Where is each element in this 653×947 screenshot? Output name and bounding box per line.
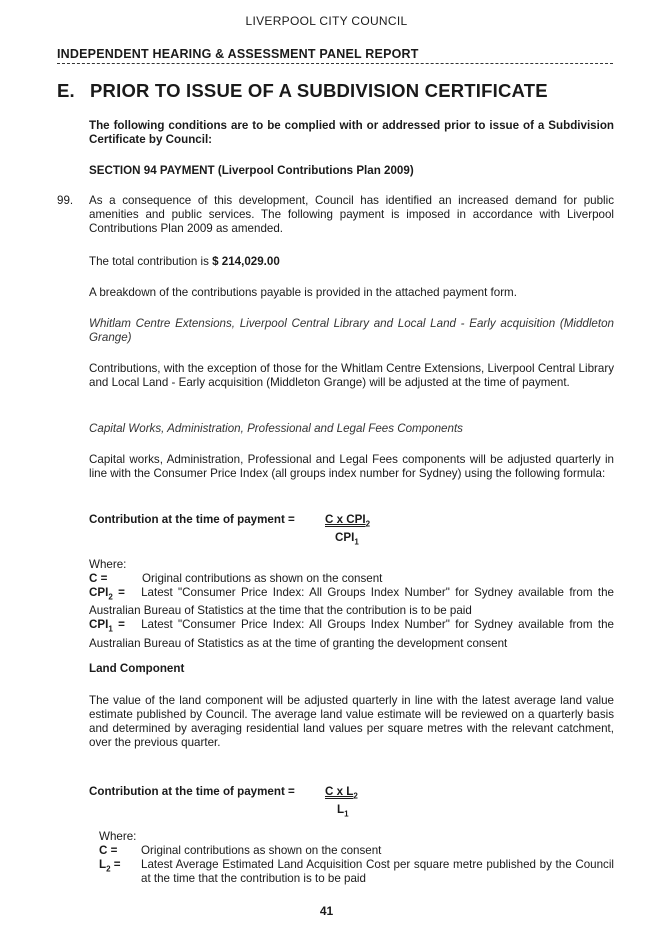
intro-paragraph: The following conditions are to be complied with or addressed prior to issue of a Subdivision Certificate by Council:	[89, 119, 614, 146]
formula-1-denominator: $CPI_1$	[335, 531, 359, 547]
definitions-2	[99, 844, 614, 886]
formula-2-label: Contribution at the time of payment =	[89, 785, 295, 798]
formula-2-numerator: C x $L_2$	[325, 785, 358, 801]
total-prefix: The total contribution is	[89, 255, 209, 268]
land-text: The value of the land component will be adjusted quarterly in line with the latest average land value estimate published by Council. The average land value estimate will be reviewed on a quarterly basis and determined by averaging residential land values per square metres with the relevant catchment, over the previous quarter.	[89, 694, 614, 749]
breakdown-text: A breakdown of the contributions payable is provided in the attached payment form.	[89, 286, 517, 299]
whitlam-text: Contributions, with the exception of those for the Whitlam Centre Extensions, Liverpool Central Library and Local Land - Early acquisition (Middleton Grange) will be adjusted at the time of payment.	[89, 362, 614, 389]
council-header: LIVERPOOL CITY COUNCIL	[245, 14, 408, 28]
section-title-text: PRIOR TO ISSUE OF A SUBDIVISION CERTIFICATE	[90, 80, 548, 101]
page-number: 41	[319, 904, 334, 918]
section-letter: E.	[57, 80, 75, 101]
definition-c: C = Original contributions as shown on the consent	[89, 572, 383, 585]
capital-text: Capital works, Administration, Professional and Legal Fees components will be adjusted quarterly in line with the Consumer Price Index (all groups index number for Sydney) using the following formula:	[89, 453, 614, 480]
where-1: Where:	[89, 558, 127, 571]
formula-2-fraction	[325, 785, 358, 822]
condition-number: 99.	[57, 194, 74, 207]
formula-1-fraction	[325, 513, 370, 550]
formula-2-denominator: $L_1$	[337, 803, 349, 819]
formula-1-numerator: C x $CPI_2$	[325, 513, 371, 529]
report-header: INDEPENDENT HEARING & ASSESSMENT PANEL REPORT	[57, 47, 419, 61]
condition-text: As a consequence of this development, Council has identified an increased demand for public amenities and public services. The following payment is imposed in accordance with Liverpool Contributions Plan 2009 as amended.	[89, 194, 614, 235]
whitlam-heading: Whitlam Centre Extensions, Liverpool Central Library and Local Land - Early acquisition (Middleton Grange)	[89, 317, 614, 344]
total-contribution	[89, 255, 614, 269]
definition-cpi1: $CPI_1$ = Latest "Consumer Price Index: All Groups Index Number" for Sydney available from the Australian Bureau of Statistics as at the time of granting the development consent	[89, 618, 615, 650]
capital-heading: Capital Works, Administration, Professional and Legal Fees Components	[89, 422, 463, 435]
definitions-1	[89, 572, 614, 651]
header-divider	[57, 63, 613, 64]
land-heading: Land Component	[89, 662, 185, 675]
definition-cpi2: $CPI_2$ = Latest "Consumer Price Index: All Groups Index Number" for Sydney available from the Australian Bureau of Statistics at the time that the contribution is to be paid	[89, 586, 615, 618]
total-amount: $ 214,029.00	[212, 255, 280, 268]
subheading-section-94: SECTION 94 PAYMENT (Liverpool Contributions Plan 2009)	[89, 164, 414, 177]
formula-1-label: Contribution at the time of payment =	[89, 513, 295, 526]
definition-c-land: C = Original contributions as shown on the consent	[99, 844, 382, 857]
definition-l2: $L_2$ = Latest Average Estimated Land Acquisition Cost per square metre published by the Council at the time that the contribution is to be paid	[99, 858, 614, 885]
where-2: Where:	[99, 830, 137, 843]
section-title	[57, 80, 548, 102]
